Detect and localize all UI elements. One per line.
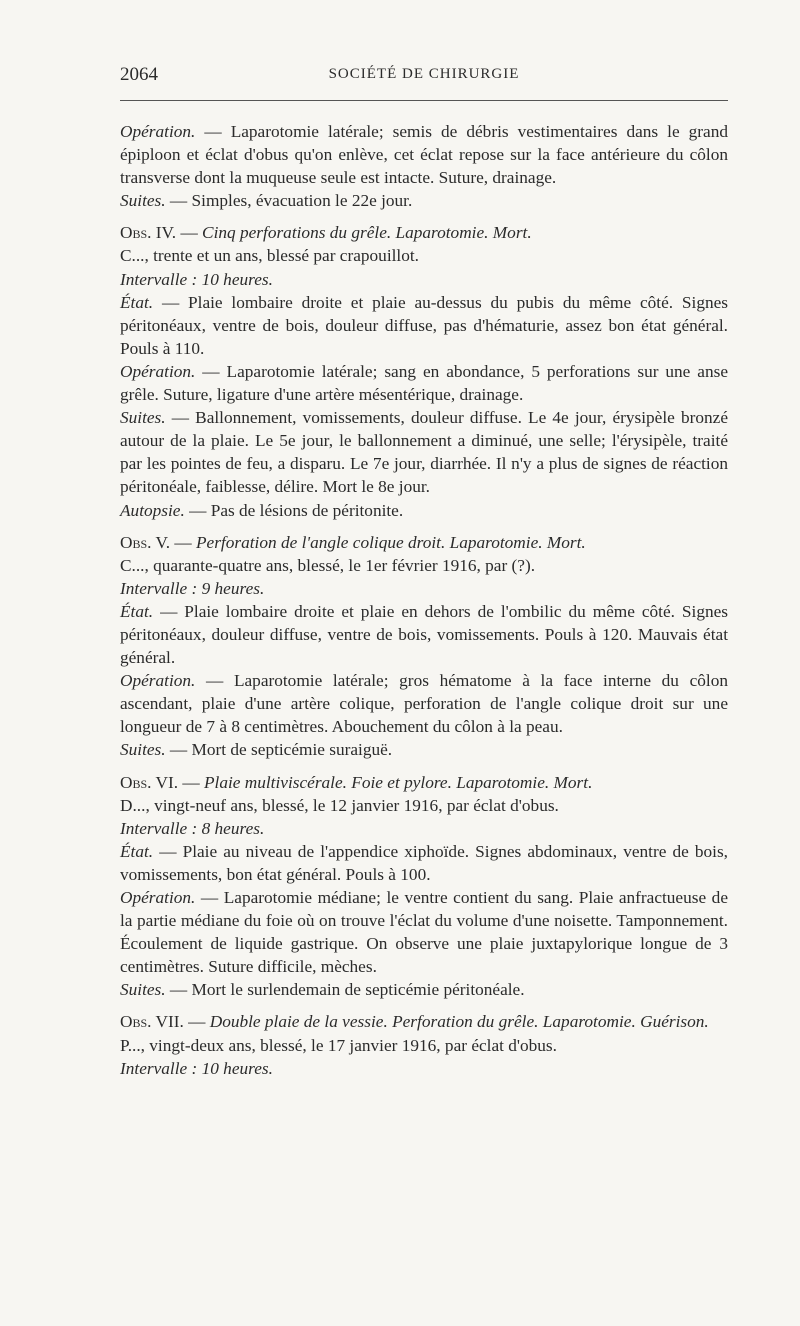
obs4-autopsie: Autopsie. — Pas de lésions de péritonite.	[120, 500, 404, 520]
obs3-suites: Suites. — Simples, évacuation le 22e jour.	[120, 191, 413, 211]
obs4-heading: Obs. IV. — Cinq perforations du grêle. Laparotomie. Mort.	[120, 223, 532, 243]
obs6-operation: Opération. — Laparotomie médiane; le ventre contient du sang. Plaie anfractueuse de la partie médiane du foie où on trouve l'éclat du volume d'une noisette. Tamponnement. Écoulement de liquide gastrique. On observe une plaie juxtapylorique longue de 3 centimètres. Suture difficile, mèches.	[120, 888, 728, 977]
page-body	[120, 120, 728, 1080]
obs6-etat: État. — Plaie au niveau de l'appendice xiphoïde. Signes abdominaux, ventre de bois, vomissements, bon état général. Pouls à 100.	[120, 841, 728, 884]
page-number: 2064	[120, 64, 158, 85]
obs6-patient: D..., vingt-neuf ans, blessé, le 12 janvier 1916, par éclat d'obus.	[120, 795, 559, 815]
obs6-heading: Obs. VI. — Plaie multiviscérale. Foie et pylore. Laparotomie. Mort.	[120, 772, 593, 792]
obs4-suites: Suites. — Ballonnement, vomissements, douleur diffuse. Le 4e jour, érysipèle bronzé autour de la plaie. Le 5e jour, le ballonnement a diminué, une selle; l'érysipèle, traité par les pointes de feu, a disparu. Le 7e jour, diarrhée. Il n'y a plus de signes de réaction péritonéale, faiblesse, délire. Mort le 8e jour.	[120, 408, 728, 497]
obs3-operation: Opération. — Laparotomie latérale; semis de débris vestimentaires dans le grand épiploon et éclat d'obus qu'on enlève, cet éclat repose sur la face antérieure du côlon transverse dont la muqueuse seule est intacte. Suture, drainage.	[120, 122, 728, 188]
obs6-intervalle: Intervalle : 8 heures.	[120, 818, 265, 838]
obs4-operation: Opération. — Laparotomie latérale; sang en abondance, 5 perforations sur une anse grêle. Suture, ligature d'une artère mésentérique, drainage.	[120, 361, 728, 405]
obs4-patient: C..., trente et un ans, blessé par crapouillot.	[120, 246, 419, 266]
obs6-suites: Suites. — Mort le surlendemain de septicémie péritonéale.	[120, 980, 525, 1000]
obs7-heading: Obs. VII. — Double plaie de la vessie. Perforation du grêle. Laparotomie. Guérison.	[120, 1012, 709, 1032]
obs7-intervalle: Intervalle : 10 heures.	[120, 1058, 273, 1078]
running-title: SOCIÉTÉ DE CHIRURGIE	[328, 66, 520, 82]
obs7-patient: P..., vingt-deux ans, blessé, le 17 janvier 1916, par éclat d'obus.	[120, 1035, 557, 1055]
obs5-heading: Obs. V. — Perforation de l'angle colique droit. Laparotomie. Mort.	[120, 532, 586, 552]
page-header	[120, 64, 728, 88]
obs5-operation: Opération. — Laparotomie latérale; gros hématome à la face interne du côlon ascendant, plaie d'une artère colique, perforation de l'angle colique droit sur une longueur de 7 à 8 centimètres. Abouchement du côlon à la peau.	[120, 671, 728, 737]
obs5-suites: Suites. — Mort de septicémie suraiguë.	[120, 740, 393, 760]
obs5-intervalle: Intervalle : 9 heures.	[120, 578, 265, 598]
obs5-patient: C..., quarante-quatre ans, blessé, le 1er février 1916, par (?).	[120, 555, 536, 575]
obs5-etat: État. — Plaie lombaire droite et plaie en dehors de l'ombilic du même côté. Signes péritonéaux, douleur diffuse, ventre de bois, vomissements. Pouls à 120. Mauvais état général.	[120, 601, 728, 668]
header-rule	[120, 100, 728, 101]
obs4-intervalle: Intervalle : 10 heures.	[120, 269, 273, 289]
obs4-etat: État. — Plaie lombaire droite et plaie au-dessus du pubis du même côté. Signes péritonéaux, ventre de bois, douleur diffuse, pas d'hématurie, assez bon état général. Pouls à 110.	[120, 292, 728, 358]
